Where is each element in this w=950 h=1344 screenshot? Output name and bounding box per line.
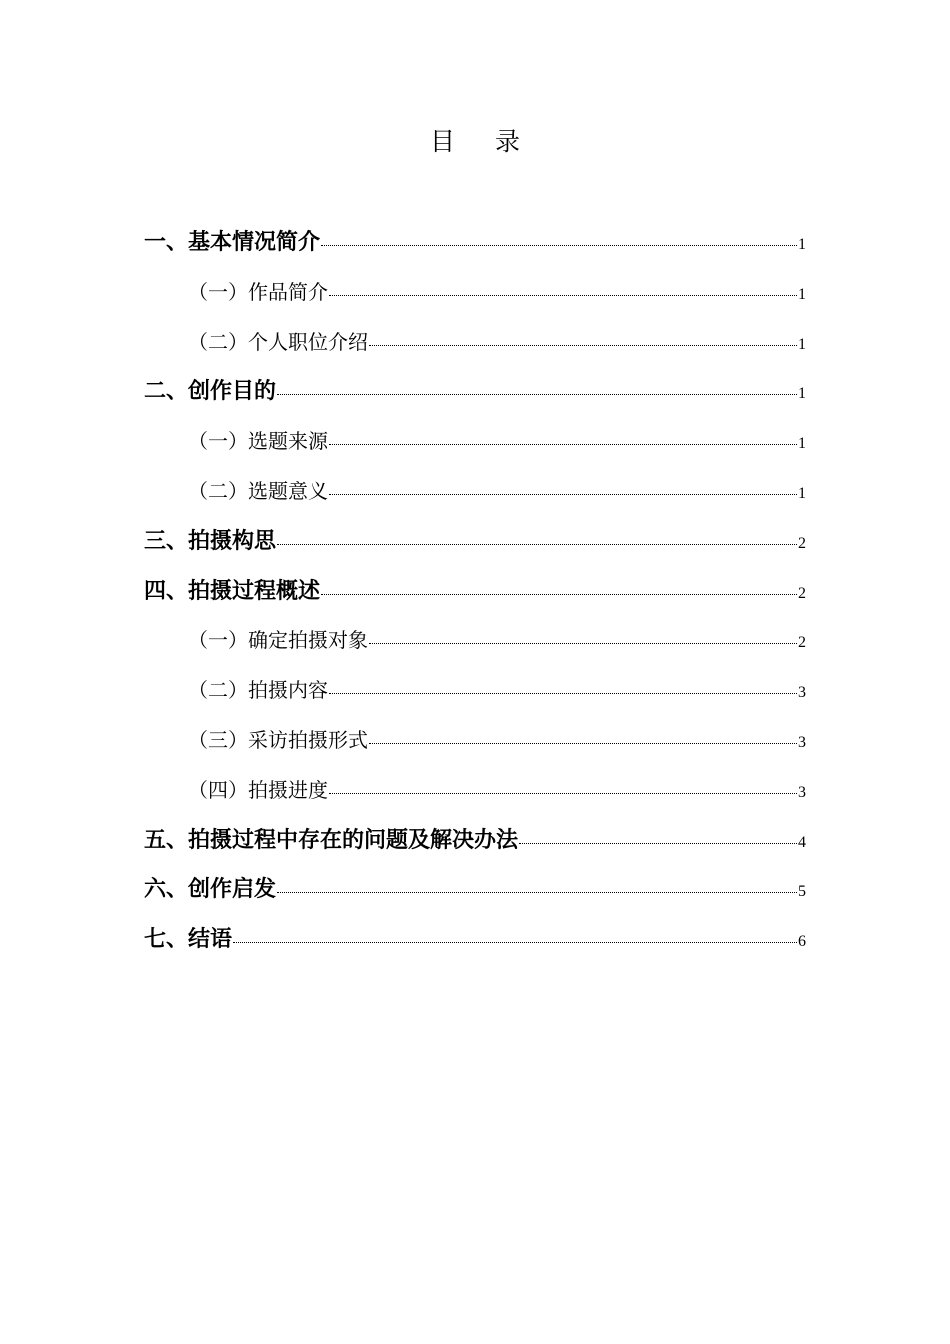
toc-entry-label: （一）选题来源	[188, 429, 328, 454]
toc-entry[interactable]	[144, 367, 806, 417]
toc-entry-label: （四）拍摄进度	[188, 777, 328, 802]
dot-leader	[329, 692, 797, 694]
toc-entry[interactable]	[144, 816, 806, 866]
toc-entry[interactable]	[144, 318, 806, 368]
toc-entry[interactable]	[144, 716, 806, 766]
toc-entry[interactable]	[144, 915, 806, 965]
dot-leader	[329, 493, 797, 495]
toc-entry-page: 4	[798, 833, 806, 851]
toc-entry[interactable]	[144, 666, 806, 716]
toc-entry-page: 2	[798, 634, 806, 652]
toc-entry-label: （一）作品简介	[188, 279, 328, 304]
toc-entry-page: 1	[798, 385, 806, 403]
toc-entry-label: 四、拍摄过程概述	[144, 578, 321, 604]
toc-entry-page: 1	[798, 335, 806, 353]
toc-entry-label: 三、拍摄构思	[144, 528, 277, 554]
toc-entry[interactable]	[144, 865, 806, 915]
toc-entry-label: （一）确定拍摄对象	[188, 628, 368, 653]
toc-entry-page: 1	[798, 484, 806, 502]
toc-entry-page: 2	[798, 534, 806, 552]
dot-leader	[329, 792, 797, 794]
toc-entry[interactable]	[144, 616, 806, 666]
toc-entry-label: （二）个人职位介绍	[188, 329, 368, 354]
toc-entry-label: 七、结语	[144, 927, 233, 953]
dot-leader	[233, 941, 797, 943]
toc-entry-page: 2	[798, 584, 806, 602]
toc-entry-page: 3	[798, 684, 806, 702]
toc-entry-label: 二、创作目的	[144, 379, 277, 405]
toc-entry[interactable]	[144, 517, 806, 567]
toc-entry[interactable]	[144, 268, 806, 318]
toc-entry[interactable]	[144, 218, 806, 268]
dot-leader	[277, 543, 797, 545]
dot-leader	[369, 642, 797, 644]
toc-entry-label: 六、创作启发	[144, 877, 277, 903]
dot-leader	[329, 294, 797, 296]
toc-entry[interactable]	[144, 567, 806, 617]
toc-entry-page: 1	[798, 435, 806, 453]
toc-entry[interactable]	[144, 766, 806, 816]
dot-leader	[321, 244, 797, 246]
toc-entry[interactable]	[144, 417, 806, 467]
toc-entry-page: 5	[798, 883, 806, 901]
toc-entry-label: （二）拍摄内容	[188, 678, 328, 703]
toc-entry[interactable]	[144, 467, 806, 517]
dot-leader	[277, 891, 797, 893]
toc-entry-label: 五、拍摄过程中存在的问题及解决办法	[144, 827, 519, 853]
dot-leader	[321, 593, 797, 595]
dot-leader	[519, 842, 797, 844]
toc-entry-page: 3	[798, 783, 806, 801]
toc-entry-page: 1	[798, 236, 806, 253]
toc-title: 目 录	[430, 127, 536, 156]
toc-entry-label: （二）选题意义	[188, 478, 328, 503]
toc-entry-page: 1	[798, 285, 806, 303]
table-of-contents	[144, 218, 806, 965]
toc-entry-label: 一、基本情况简介	[144, 230, 321, 255]
toc-entry-label: （三）采访拍摄形式	[188, 727, 368, 752]
dot-leader	[277, 393, 797, 395]
dot-leader	[369, 344, 797, 346]
dot-leader	[329, 443, 797, 445]
toc-entry-page: 3	[798, 733, 806, 751]
toc-entry-page: 6	[798, 933, 806, 951]
dot-leader	[369, 742, 797, 744]
